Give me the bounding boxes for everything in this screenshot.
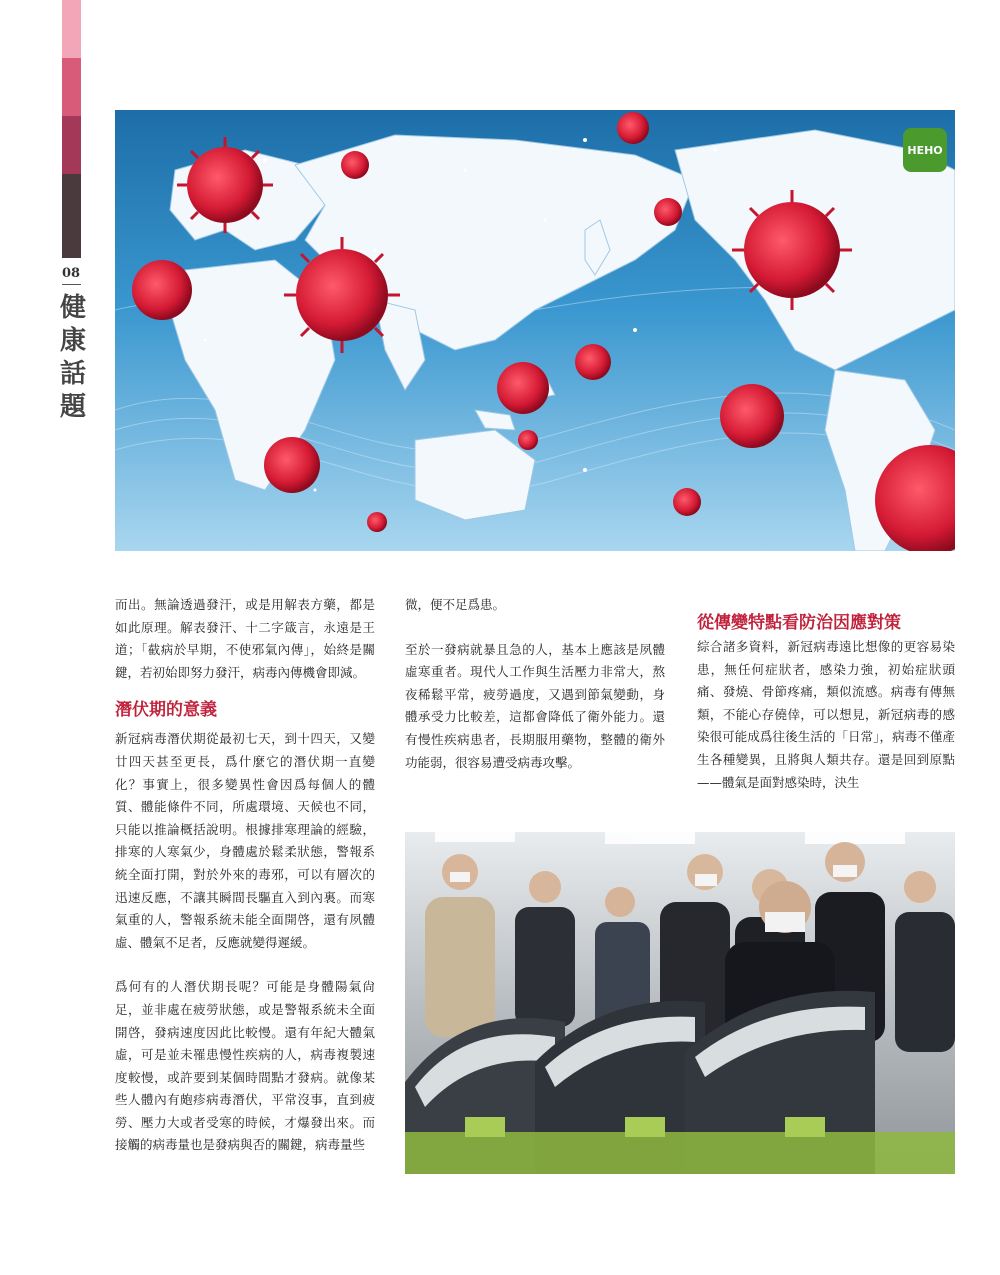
- paragraph: 綜合諸多資料，新冠病毒遠比想像的更容易染患，無任何症狀者，感染力強，初始症狀頭痛、發燒、骨節疼痛，類似流感。病毒有傳無類，不能心存僥倖，可以想見，新冠病毒的感染很可能成爲往後生活的「日常」，病毒不僅產生各種變異，且將與人類共存。還是回到原點——體氣是面對感染時，決生: [697, 639, 955, 790]
- commuters-station-photo: [405, 832, 955, 1174]
- heho-logo: HEHO: [903, 128, 947, 172]
- station-photo-illustration: [405, 832, 955, 1174]
- paragraph-gap: [405, 617, 665, 639]
- hero-world-map-virus-image: [115, 110, 955, 551]
- paragraph-gap: [115, 954, 375, 976]
- color-strip-3: [62, 116, 81, 174]
- article-column-1: [115, 594, 375, 1157]
- color-strip-2: [62, 58, 81, 116]
- paragraph: 而出。無論透過發汗，或是用解表方藥，都是如此原理。解表發汗、十二字箴言，永遠是王道；「截病於早期，不使邪氣內傳」，始終是關鍵，若初始即努力發汗，病毒內傳機會即減。: [115, 597, 375, 680]
- article-column-2: [405, 594, 665, 774]
- color-strip-1: [62, 0, 81, 58]
- section-title-vertical: 健康話題: [59, 293, 86, 422]
- subheading-prevention: 從傳變特點看防治因應對策: [697, 613, 901, 633]
- world-map-illustration: [115, 110, 955, 551]
- page-number: 08: [62, 266, 81, 281]
- paragraph: 微，便不足爲患。: [405, 597, 506, 612]
- subheading-incubation: 潛伏期的意義: [115, 700, 217, 721]
- color-strip-4: [62, 174, 81, 258]
- paragraph: 至於一發病就暴且急的人，基本上應該是夙體虛寒重者。現代人工作與生活壓力非常大，熬夜稀鬆平常，疲勞過度，又遇到節氣變動，身體承受力比較差，這都會降低了衛外能力。還有慢性疾病患者，長期服用藥物，整體的衛外功能弱，很容易遭受病毒攻擊。: [405, 641, 665, 770]
- paragraph: 爲何有的人潛伏期長呢？可能是身體陽氣尙足，並非處在疲勞狀態，或是警報系統未全面開啓，發病速度因此比較慢。還有年紀大體氣虛，可是並未罹患慢性疾病的人，病毒複製速度較慢，或許要到某個時間點才發病。就像某些人體內有皰疹病毒潛伏，平常沒事，直到疲勞、壓力大或者受寒的時候，才爆發出來。而接觸的病毒量也是發病與否的關鍵，病毒量些: [115, 979, 375, 1153]
- paragraph: 新冠病毒潛伏期從最初七天，到十四天，又變廿四天甚至更長，爲什麼它的潛伏期一直變化？事實上，很多變異性會因爲每個人的體質、體能條件不同，所處環境、天候也不同，只能以推論概括說明。根據排寒理論的經驗，排寒的人寒氣少，身體處於鬆柔狀態，警報系統全面打開，對於外來的毒邪，可以有層次的迅速反應，不讓其瞬間長驅直入到內裏。而寒氣重的人，警報系統未能全面開啓，還有夙體虛、體氣不足者，反應就變得遲緩。: [115, 731, 375, 950]
- page-number-rule: [62, 284, 81, 285]
